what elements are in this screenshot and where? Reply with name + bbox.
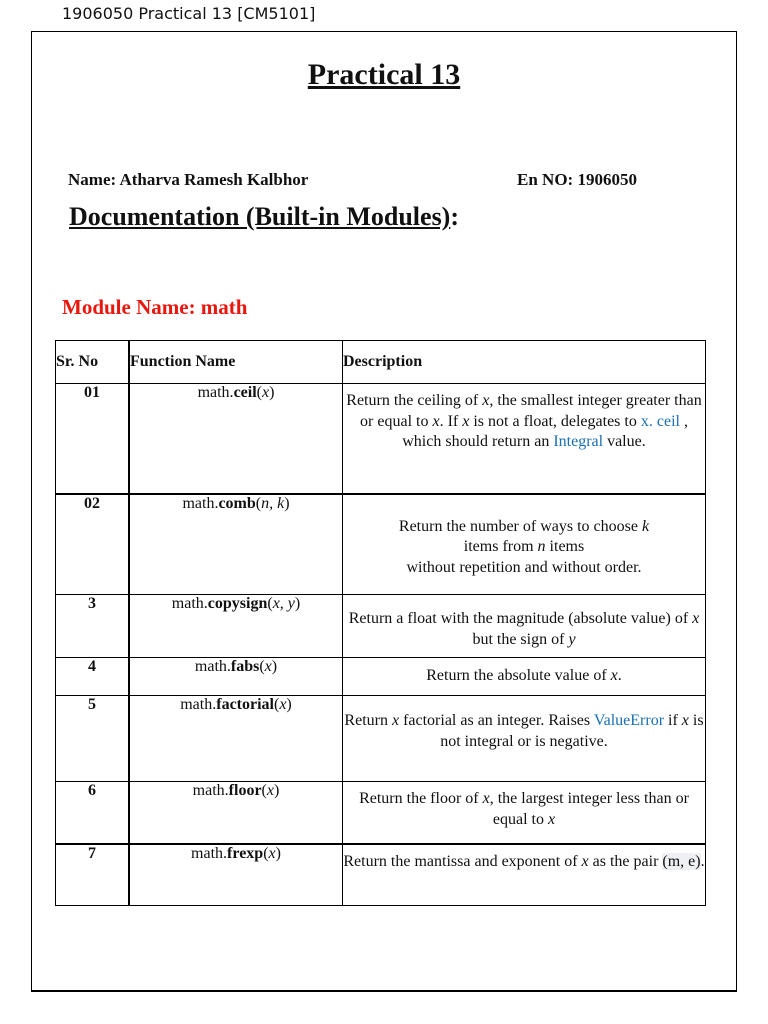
desc-var: x	[692, 610, 700, 627]
description-cell	[343, 658, 706, 696]
header-function-name: Function Name	[129, 341, 343, 384]
function-args: x	[266, 782, 274, 799]
desc-var: n	[537, 538, 546, 555]
function-prefix: math.	[182, 494, 219, 512]
function-name-cell: math.frexp(x)	[129, 844, 343, 906]
function-name: fabs	[230, 658, 260, 675]
function-prefix: math.	[194, 658, 231, 675]
desc-var: y	[568, 630, 576, 648]
function-name-cell: math.copysign(x, y)	[129, 595, 343, 658]
desc-text: is not a float, delegates to	[469, 412, 641, 430]
sr-no-cell: 5	[56, 696, 130, 782]
desc-text: is not integral or is negative.	[440, 712, 704, 750]
function-name-cell: math.floor(x)	[129, 782, 343, 844]
function-name-cell: math.fabs(x)	[129, 658, 343, 696]
document-title: Practical 13	[307, 58, 461, 91]
description-cell	[343, 494, 706, 595]
sr-no-cell: 02	[56, 494, 130, 595]
function-name-cell: math.ceil(x)	[129, 384, 343, 494]
desc-text: as the pair	[588, 852, 663, 870]
desc-var: k	[641, 517, 650, 535]
desc-var: x	[482, 392, 490, 409]
desc-text: .	[700, 852, 705, 870]
function-name: floor	[228, 782, 262, 799]
function-args: x	[264, 658, 272, 675]
student-name: Name: Atharva Ramesh Kalbhor	[68, 170, 309, 189]
section-heading-colon: :	[450, 202, 460, 231]
desc-text: Return a float with the magnitude (absolute value) of	[348, 610, 693, 627]
function-prefix: math.	[192, 782, 229, 799]
description-cell	[343, 696, 706, 782]
function-args: x	[268, 844, 276, 862]
desc-var: x	[681, 712, 689, 729]
desc-text: Return the number of ways to choose	[398, 517, 642, 535]
desc-text: Return the absolute value of	[426, 667, 611, 684]
module-name: Module Name: math	[62, 295, 248, 319]
description-cell	[343, 595, 706, 658]
desc-text: Return the floor of	[359, 790, 483, 807]
function-args: x	[279, 696, 287, 713]
section-heading	[69, 202, 459, 232]
desc-text: without repetition and without order.	[406, 558, 642, 576]
table-row	[56, 844, 706, 906]
function-name-cell: math.comb(n, k)	[129, 494, 343, 595]
sr-no-cell: 01	[56, 384, 130, 494]
sr-no-cell: 6	[56, 782, 130, 844]
desc-text: , the smallest integer greater than or equal to	[360, 392, 702, 430]
function-prefix: math.	[197, 384, 234, 401]
desc-text: value.	[603, 433, 646, 450]
sr-no-cell: 7	[56, 844, 130, 906]
desc-text: factorial as an integer. Raises	[399, 712, 594, 729]
desc-text: . If	[439, 412, 463, 430]
function-args: n, k	[261, 494, 285, 512]
section-heading-text: Documentation (Built-in Modules)	[69, 202, 451, 231]
table-row	[56, 782, 706, 844]
desc-var: x	[482, 790, 490, 807]
enrollment-number: En NO: 1906050	[517, 170, 637, 189]
desc-text: but the sign of	[472, 630, 569, 648]
desc-var: x	[547, 810, 556, 828]
desc-var: x	[581, 852, 589, 870]
desc-text: , which should return an	[402, 412, 688, 450]
function-prefix: math.	[180, 696, 217, 713]
table-header-row	[56, 341, 706, 384]
doc-link[interactable]: ValueError	[593, 712, 665, 729]
desc-text: Return the ceiling of	[346, 392, 483, 409]
description-cell	[343, 782, 706, 844]
functions-table	[55, 340, 706, 906]
description-cell	[343, 844, 706, 906]
sr-no-cell: 4	[56, 658, 130, 696]
header-sr-no: Sr. No	[56, 341, 130, 384]
desc-text: if	[664, 712, 682, 729]
doc-link[interactable]: x. ceil	[640, 412, 680, 430]
desc-var: x	[432, 412, 440, 430]
function-name-cell: math.factorial(x)	[129, 696, 343, 782]
function-name: comb	[218, 494, 256, 512]
desc-text: .	[617, 667, 622, 684]
description-cell	[343, 384, 706, 494]
desc-var: x	[462, 412, 470, 430]
header-description: Description	[343, 341, 706, 384]
code-snippet: (m, e)	[662, 852, 701, 870]
function-args: x, y	[272, 595, 295, 612]
function-prefix: math.	[191, 844, 228, 862]
function-name: factorial	[216, 696, 274, 713]
desc-text: Return	[344, 712, 392, 729]
table-row	[56, 384, 706, 494]
function-args: x	[261, 384, 270, 401]
function-prefix: math.	[171, 595, 208, 612]
desc-var: x	[610, 667, 618, 684]
page-header: 1906050 Practical 13 [CM5101]	[62, 4, 316, 23]
function-name: ceil	[233, 384, 257, 401]
sr-no-cell: 3	[56, 595, 130, 658]
desc-text: , the largest integer less than or equal to	[489, 790, 689, 828]
table-row	[56, 696, 706, 782]
table-row	[56, 658, 706, 696]
desc-text: items from	[463, 538, 538, 555]
desc-var: x	[391, 712, 400, 729]
table-row	[56, 494, 706, 595]
function-name: copysign	[207, 595, 268, 612]
doc-link[interactable]: Integral	[553, 433, 604, 450]
desc-text: Return the mantissa and exponent of	[343, 852, 582, 870]
table-row	[56, 595, 706, 658]
function-name: frexp	[227, 844, 264, 862]
desc-text: items	[545, 538, 585, 555]
